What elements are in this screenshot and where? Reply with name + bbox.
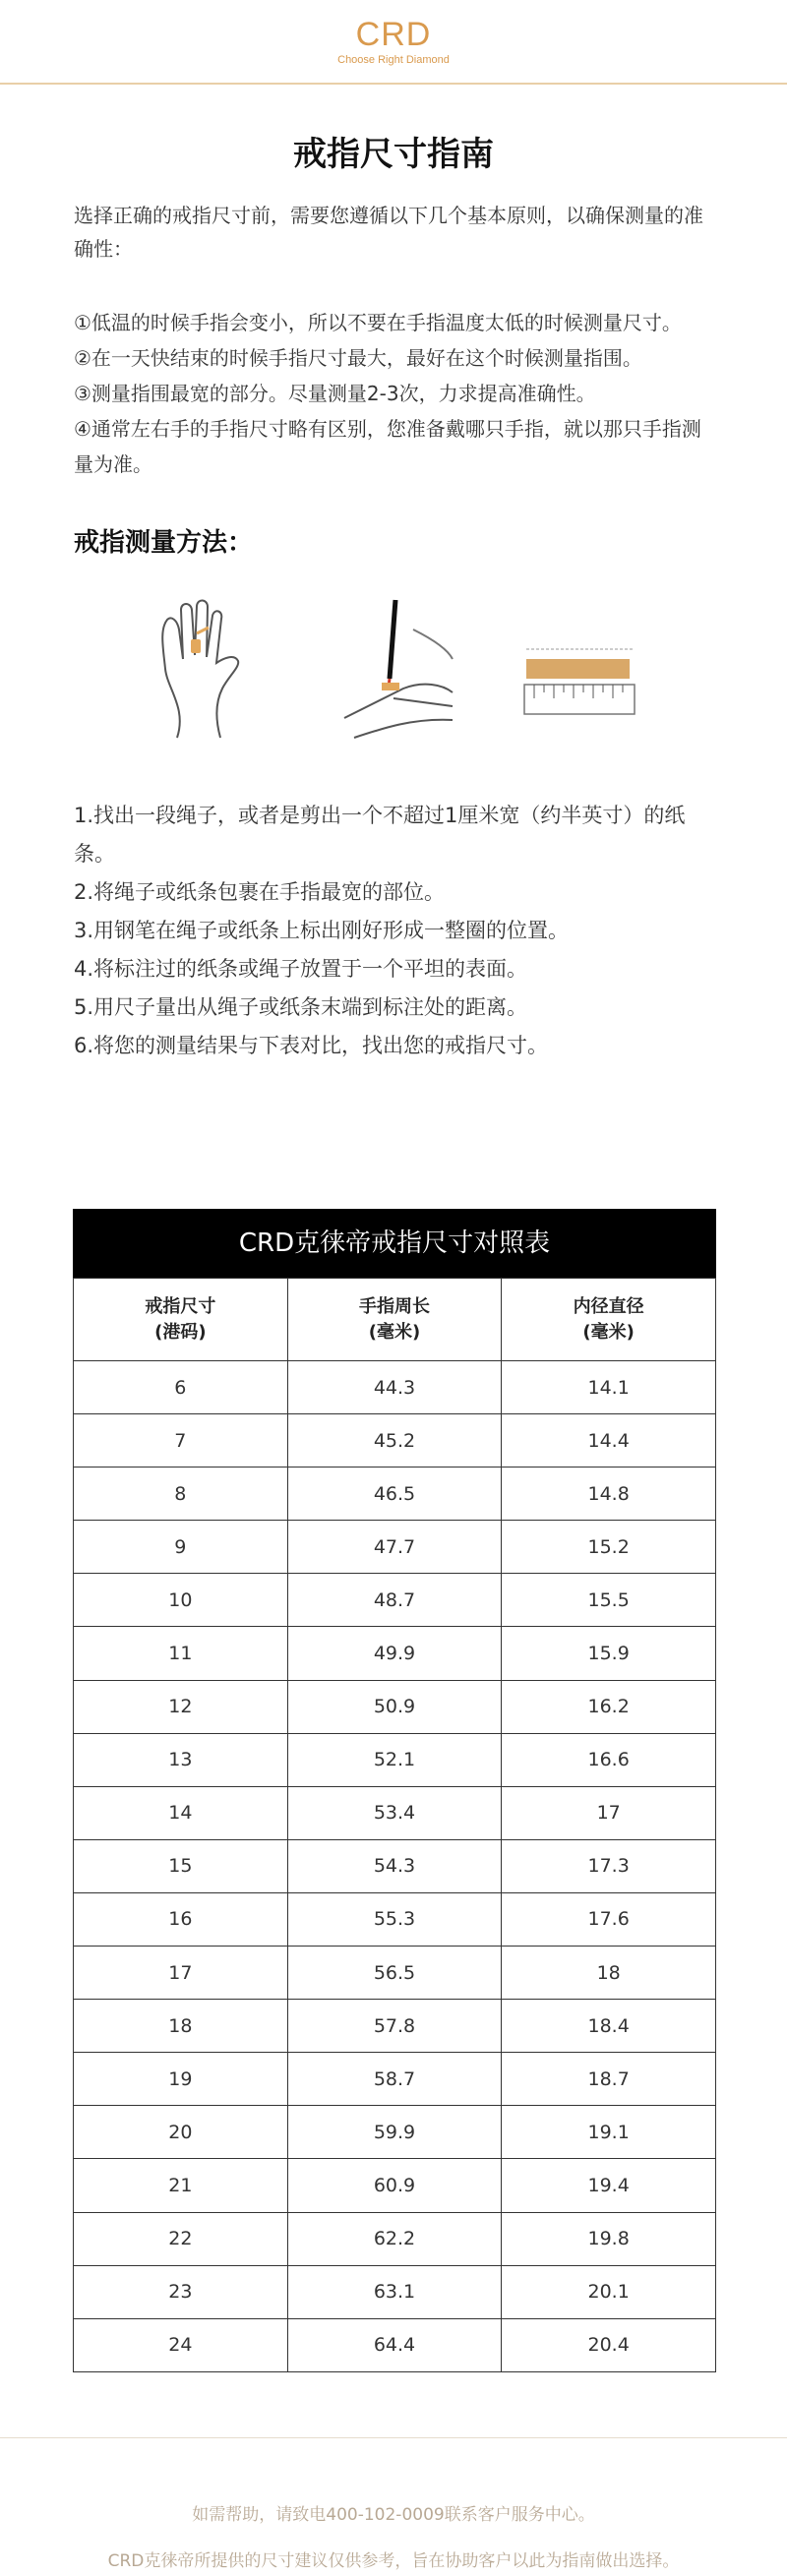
diameter-cell: 18.7 bbox=[502, 2053, 716, 2106]
diameter-cell: 15.9 bbox=[502, 1627, 716, 1680]
diameter-cell: 20.4 bbox=[502, 2318, 716, 2371]
circumference-cell: 60.9 bbox=[287, 2159, 502, 2212]
table-row bbox=[74, 2159, 716, 2212]
circumference-cell: 56.5 bbox=[287, 1947, 502, 2000]
column-header-circumference: 手指周长 (毫米) bbox=[287, 1279, 502, 1361]
size-chart-title: CRD克徕帝戒指尺寸对照表 bbox=[73, 1209, 716, 1278]
diameter-cell: 19.8 bbox=[502, 2212, 716, 2265]
hand-icon bbox=[138, 590, 275, 748]
column-header-diameter: 内径直径 (毫米) bbox=[502, 1279, 716, 1361]
page-footer bbox=[0, 2437, 787, 2576]
circumference-cell: 53.4 bbox=[287, 1786, 502, 1839]
circumference-cell: 59.9 bbox=[287, 2106, 502, 2159]
method-title: 戒指测量方法： bbox=[74, 528, 254, 558]
diameter-cell: 14.4 bbox=[502, 1414, 716, 1468]
table-row bbox=[74, 2212, 716, 2265]
diameter-cell: 17.6 bbox=[502, 1892, 716, 1946]
circumference-cell: 48.7 bbox=[287, 1574, 502, 1627]
step-item: 4.将标注过的纸条或绳子放置于一个平坦的表面。 bbox=[74, 957, 528, 981]
table-row bbox=[74, 1786, 716, 1839]
step-item: 2.将绳子或纸条包裹在手指最宽的部位。 bbox=[74, 880, 446, 904]
table-row bbox=[74, 1733, 716, 1786]
table-row bbox=[74, 1947, 716, 2000]
circumference-cell: 62.2 bbox=[287, 2212, 502, 2265]
ring-size-cell: 6 bbox=[74, 1361, 288, 1414]
site-header bbox=[0, 0, 787, 85]
step-item: 3.用钢笔在绳子或纸条上标出刚好形成一整圈的位置。 bbox=[74, 919, 570, 942]
pen-on-finger-icon bbox=[325, 590, 462, 748]
footer-disclaimer: CRD克徕帝所提供的尺寸建议仅供参考，旨在协助客户以此为指南做出选择。 bbox=[107, 2551, 680, 2571]
circumference-cell: 58.7 bbox=[287, 2053, 502, 2106]
diameter-cell: 15.2 bbox=[502, 1521, 716, 1574]
principle-item: ③测量指围最宽的部分。尽量测量2-3次，力求提高准确性。 bbox=[74, 382, 596, 405]
measurement-steps bbox=[74, 797, 713, 1065]
ring-size-cell: 17 bbox=[74, 1947, 288, 2000]
ring-size-cell: 21 bbox=[74, 2159, 288, 2212]
diameter-cell: 14.8 bbox=[502, 1468, 716, 1521]
diameter-cell: 16.6 bbox=[502, 1733, 716, 1786]
ring-size-cell: 7 bbox=[74, 1414, 288, 1468]
ring-size-cell: 9 bbox=[74, 1521, 288, 1574]
diameter-cell: 14.1 bbox=[502, 1361, 716, 1414]
principle-item: ①低温的时候手指会变小，所以不要在手指温度太低的时候测量尺寸。 bbox=[74, 311, 682, 334]
size-table bbox=[73, 1278, 716, 2372]
principle-item: ④通常左右手的手指尺寸略有区别，您准备戴哪只手指，就以那只手指测量为准。 bbox=[74, 417, 701, 476]
circumference-cell: 50.9 bbox=[287, 1680, 502, 1733]
ring-size-cell: 20 bbox=[74, 2106, 288, 2159]
principle-item: ②在一天快结束的时候手指尺寸最大，最好在这个时候测量指围。 bbox=[74, 346, 642, 370]
size-table-body bbox=[74, 1361, 716, 2372]
ring-size-cell: 8 bbox=[74, 1468, 288, 1521]
table-row bbox=[74, 1414, 716, 1468]
step-item: 1.找出一段绳子，或者是剪出一个不超过1厘米宽（约半英寸）的纸条。 bbox=[74, 804, 686, 866]
ring-size-cell: 11 bbox=[74, 1627, 288, 1680]
table-row bbox=[74, 2000, 716, 2053]
diameter-cell: 18.4 bbox=[502, 2000, 716, 2053]
circumference-cell: 49.9 bbox=[287, 1627, 502, 1680]
step-item: 6.将您的测量结果与下表对比，找出您的戒指尺寸。 bbox=[74, 1034, 549, 1057]
diameter-cell: 19.1 bbox=[502, 2106, 716, 2159]
ring-size-cell: 10 bbox=[74, 1574, 288, 1627]
table-row bbox=[74, 1361, 716, 1414]
table-row bbox=[74, 1574, 716, 1627]
ring-size-cell: 22 bbox=[74, 2212, 288, 2265]
intro-text: 选择正确的戒指尺寸前，需要您遵循以下几个基本原则，以确保测量的准确性： bbox=[74, 204, 703, 261]
circumference-cell: 45.2 bbox=[287, 1414, 502, 1468]
ring-size-cell: 13 bbox=[74, 1733, 288, 1786]
table-row bbox=[74, 1627, 716, 1680]
principles-list bbox=[74, 305, 713, 482]
circumference-cell: 57.8 bbox=[287, 2000, 502, 2053]
circumference-cell: 55.3 bbox=[287, 1892, 502, 1946]
circumference-cell: 64.4 bbox=[287, 2318, 502, 2371]
brand-tagline: Choose Right Diamond bbox=[337, 54, 450, 66]
table-header-row bbox=[74, 1279, 716, 1361]
diameter-cell: 20.1 bbox=[502, 2265, 716, 2318]
step-item: 5.用尺子量出从绳子或纸条末端到标注处的距离。 bbox=[74, 995, 528, 1019]
table-row bbox=[74, 2265, 716, 2318]
ring-size-cell: 23 bbox=[74, 2265, 288, 2318]
diameter-cell: 16.2 bbox=[502, 1680, 716, 1733]
diameter-cell: 18 bbox=[502, 1947, 716, 2000]
measurement-illustrations bbox=[0, 590, 787, 757]
circumference-cell: 44.3 bbox=[287, 1361, 502, 1414]
ring-size-cell: 19 bbox=[74, 2053, 288, 2106]
diameter-cell: 17.3 bbox=[502, 1839, 716, 1892]
ring-size-cell: 24 bbox=[74, 2318, 288, 2371]
table-row bbox=[74, 2106, 716, 2159]
table-row bbox=[74, 1892, 716, 1946]
column-header-ring-size: 戒指尺寸 (港码) bbox=[74, 1279, 288, 1361]
table-row bbox=[74, 1521, 716, 1574]
ring-size-cell: 16 bbox=[74, 1892, 288, 1946]
circumference-cell: 46.5 bbox=[287, 1468, 502, 1521]
diameter-cell: 19.4 bbox=[502, 2159, 716, 2212]
diameter-cell: 15.5 bbox=[502, 1574, 716, 1627]
ring-size-cell: 14 bbox=[74, 1786, 288, 1839]
table-row bbox=[74, 1680, 716, 1733]
circumference-cell: 47.7 bbox=[287, 1521, 502, 1574]
table-row bbox=[74, 2318, 716, 2371]
footer-contact: 如需帮助，请致电400-102-0009联系客户服务中心。 bbox=[192, 2505, 595, 2525]
circumference-cell: 63.1 bbox=[287, 2265, 502, 2318]
table-row bbox=[74, 1839, 716, 1892]
circumference-cell: 52.1 bbox=[287, 1733, 502, 1786]
brand-logo[interactable]: CRD bbox=[355, 16, 432, 53]
ring-size-cell: 15 bbox=[74, 1839, 288, 1892]
ring-size-cell: 12 bbox=[74, 1680, 288, 1733]
ring-size-cell: 18 bbox=[74, 2000, 288, 2053]
table-row bbox=[74, 1468, 716, 1521]
table-row bbox=[74, 2053, 716, 2106]
page-title: 戒指尺寸指南 bbox=[293, 135, 494, 174]
size-chart bbox=[73, 1209, 716, 2372]
diameter-cell: 17 bbox=[502, 1786, 716, 1839]
ruler-icon bbox=[516, 590, 654, 748]
circumference-cell: 54.3 bbox=[287, 1839, 502, 1892]
